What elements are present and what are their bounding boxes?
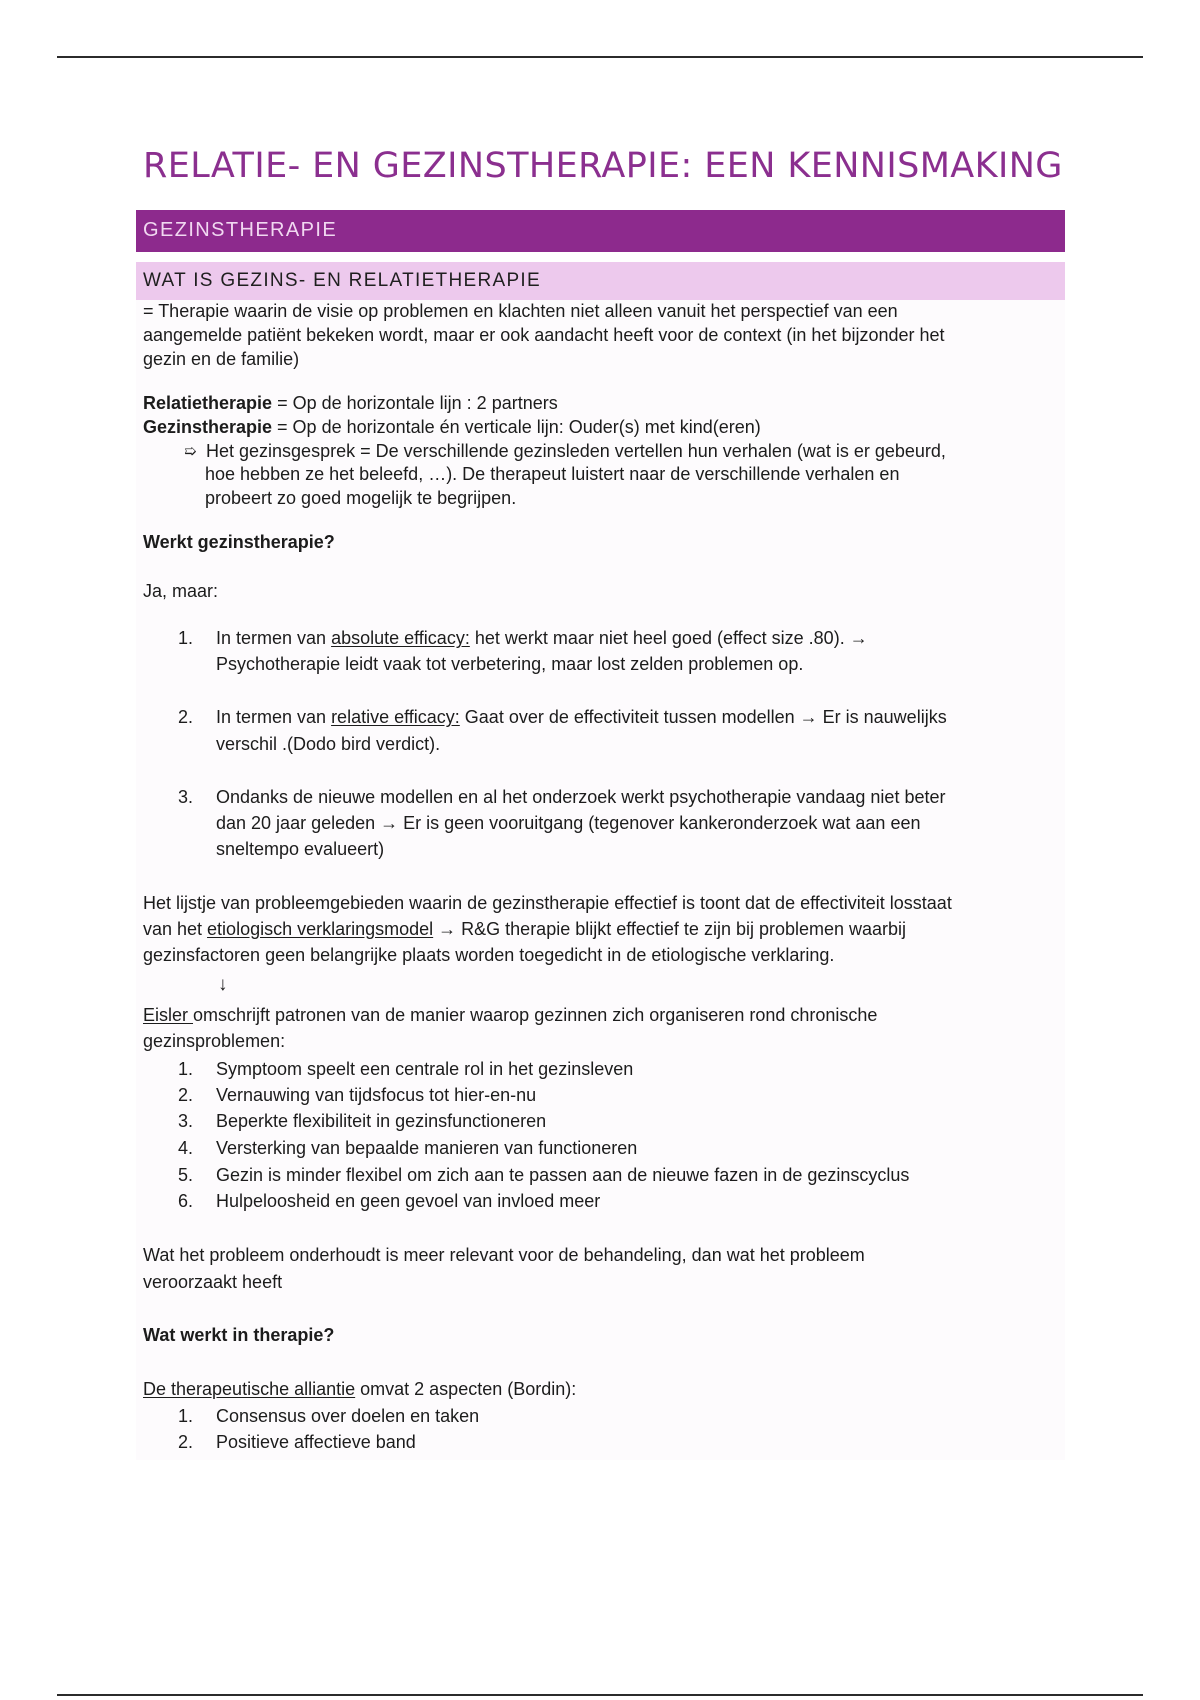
list-item-number: 1. xyxy=(178,1059,194,1079)
alliantie-item: Positieve affectieve band xyxy=(216,1432,416,1452)
eisler-item: Vernauwing van tijdsfocus tot hier-en-nu xyxy=(216,1085,537,1105)
efficacy-item-2-line-1 xyxy=(216,704,947,731)
efficacy-item-1-line-2: Psychotherapie leidt vaak tot verbetering, maar lost zelden problemen op. xyxy=(216,654,804,674)
onderhoudt-line-2: veroorzaakt heeft xyxy=(143,1272,283,1292)
lijstje-line-2-pre: van het xyxy=(143,919,208,939)
eisler-item: Gezin is minder flexibel om zich aan te passen aan de nieuwe fazen in de gezinscyclus xyxy=(216,1165,910,1185)
definition-line-1: = Therapie waarin de visie op problemen en klachten niet alleen vanuit het perspectief van een xyxy=(143,301,898,321)
definition-line-2: aangemelde patiënt bekeken wordt, maar er ook aandacht heeft voor de context (in het bijzonder het xyxy=(143,325,945,345)
eisler-item: Hulpeloosheid en geen gevoel van invloed meer xyxy=(216,1191,601,1211)
lijstje-line-1: Het lijstje van probleemgebieden waarin de gezinstherapie effectief is toont dat de effectiviteit losstaat xyxy=(143,893,952,913)
eisler-item: Symptoom speelt een centrale rol in het gezinsleven xyxy=(216,1059,634,1079)
list-item-number: 6. xyxy=(178,1191,194,1211)
alliantie-line xyxy=(143,1377,576,1402)
eisler-line-1 xyxy=(143,1003,877,1028)
efficacy-item-3-line-1: Ondanks de nieuwe modellen en al het onderzoek werkt psychotherapie vandaag niet beter xyxy=(216,787,946,807)
subsection-heading-bar xyxy=(136,262,1065,300)
page-title: RELATIE- EN GEZINSTHERAPIE: EEN KENNISMAKING xyxy=(143,146,1063,186)
list-item-number: 1. xyxy=(178,1406,194,1426)
onderhoudt-line-1: Wat het probleem onderhoudt is meer relevant voor de behandeling, dan wat het probleem xyxy=(143,1245,865,1265)
question-wat-werkt: Wat werkt in therapie? xyxy=(143,1325,335,1345)
gezinstherapie-text: = Op de horizontale én verticale lijn: Ouder(s) met kind(eren) xyxy=(272,417,761,437)
gezinstherapie-term: Gezinstherapie xyxy=(143,417,273,437)
efficacy-item-3-line-3: sneltempo evalueert) xyxy=(216,839,385,859)
ja-maar: Ja, maar: xyxy=(143,581,219,601)
list-item-number: 2. xyxy=(178,1085,194,1105)
efficacy-item-1-pre: In termen van xyxy=(216,628,332,648)
lijstje-line-2-post: → R&G therapie blijkt effectief te zijn bij problemen waarbij xyxy=(433,919,907,939)
subsection-heading: WAT IS GEZINS- EN RELATIETHERAPIE xyxy=(143,270,541,291)
list-item-number: 3. xyxy=(178,1111,194,1131)
relatietherapie-term: Relatietherapie xyxy=(143,393,273,413)
top-rule xyxy=(57,56,1143,58)
alliantie-text: omvat 2 aspecten (Bordin): xyxy=(355,1379,577,1399)
gezinsgesprek-line-2: hoe hebben ze het beleefd, …). De therapeut luistert naar de verschillende verhalen en xyxy=(205,464,900,484)
absolute-efficacy-term: absolute efficacy: xyxy=(331,628,470,648)
list-item-number: 1. xyxy=(178,628,194,648)
efficacy-item-2-line-2: verschil .(Dodo bird verdict). xyxy=(216,734,441,754)
etiologisch-verklaringsmodel-term: etiologisch verklaringsmodel xyxy=(207,919,434,939)
arrow-bullet-icon: ➯ xyxy=(184,443,197,460)
bottom-rule xyxy=(57,1694,1143,1696)
section-heading: GEZINSTHERAPIE xyxy=(143,219,338,241)
eisler-item: Beperkte flexibiliteit in gezinsfunctioneren xyxy=(216,1111,547,1131)
eisler-line-2: gezinsproblemen: xyxy=(143,1031,286,1051)
efficacy-item-2-pre: In termen van xyxy=(216,707,332,727)
efficacy-item-3-line-2: dan 20 jaar geleden → Er is geen vooruitgang (tegenover kankeronderzoek wat aan een xyxy=(216,813,921,833)
relatietherapie-line xyxy=(143,391,558,416)
list-item-number: 5. xyxy=(178,1165,194,1185)
eisler-item: Versterking van bepaalde manieren van functioneren xyxy=(216,1138,638,1158)
eisler-text: omschrijft patronen van de manier waarop gezinnen zich organiseren rond chronische xyxy=(193,1005,878,1025)
list-item-number: 2. xyxy=(178,707,194,727)
definition-line-3: gezin en de familie) xyxy=(143,349,300,369)
lijstje-line-3: gezinsfactoren geen belangrijke plaats worden toegedicht in de etiologische verklaring. xyxy=(143,945,835,965)
list-item-number: 3. xyxy=(178,787,194,807)
therapeutische-alliantie-term: De therapeutische alliantie xyxy=(143,1379,356,1399)
efficacy-item-1-post: het werkt maar niet heel goed (effect size .80). → xyxy=(469,628,868,648)
eisler-term: Eisler xyxy=(143,1005,194,1025)
lijstje-line-2 xyxy=(143,917,906,942)
alliantie-item: Consensus over doelen en taken xyxy=(216,1406,480,1426)
section-heading-bar xyxy=(136,210,1065,252)
gezinsgesprek-line-3: probeert zo goed mogelijk te begrijpen. xyxy=(205,488,517,508)
question-werkt-gezinstherapie: Werkt gezinstherapie? xyxy=(143,532,335,552)
down-arrow-icon: ↓ xyxy=(218,974,228,995)
efficacy-item-1-line-1 xyxy=(216,625,868,652)
relatietherapie-text: = Op de horizontale lijn : 2 partners xyxy=(272,393,558,413)
list-item-number: 2. xyxy=(178,1432,194,1452)
relative-efficacy-term: relative efficacy: xyxy=(331,707,460,727)
gezinstherapie-line xyxy=(143,415,761,440)
efficacy-item-2-post: Gaat over de effectiviteit tussen modellen → Er is nauwelijks xyxy=(459,707,947,727)
gezinsgesprek-line-1: Het gezinsgesprek = De verschillende gezinsleden vertellen hun verhalen (wat is er gebeurd, xyxy=(206,441,946,461)
list-item-number: 4. xyxy=(178,1138,194,1158)
